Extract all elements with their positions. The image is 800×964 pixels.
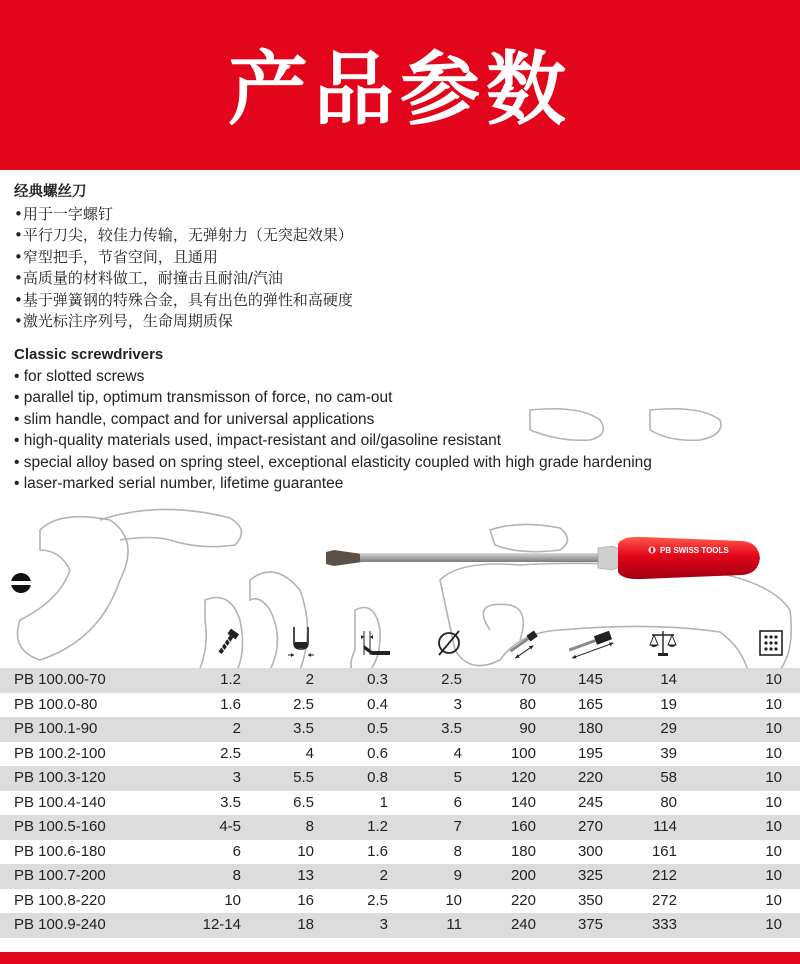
cell-blade-thickness: 2.5: [367, 891, 388, 909]
cell-blade-width: 4: [305, 744, 314, 762]
pack-quantity-icon: [758, 625, 784, 661]
spec-table: [0, 668, 800, 938]
header-banner: [0, 0, 800, 170]
blade-thickness-icon: [358, 625, 392, 661]
description-cn-item: •高质量的材料做工，耐撞击且耐油/汽油: [14, 269, 283, 287]
cell-screw-size: 2: [232, 720, 241, 737]
table-row: [0, 693, 800, 718]
blade-length-icon: [506, 625, 540, 661]
table-row: [0, 889, 800, 914]
cell-model: PB 100.0-80: [14, 695, 98, 713]
cell-model: PB 100.3-120: [14, 769, 106, 786]
cell-diameter: 7: [453, 818, 462, 835]
cell-total-length: 145: [577, 671, 603, 688]
description-en: [14, 344, 652, 495]
diameter-icon: [434, 625, 464, 661]
cell-pack-quantity: 10: [765, 769, 782, 786]
cell-weight: 161: [651, 842, 677, 860]
page-title: 产品参数: [228, 42, 572, 136]
description-cn-heading: 经典螺丝刀: [14, 184, 87, 200]
cell-total-length: 350: [577, 891, 603, 909]
cell-blade-width: 16: [297, 891, 314, 909]
cell-screw-size: 3: [232, 769, 241, 786]
table-row: [0, 742, 800, 767]
table-row: [0, 864, 800, 889]
cell-weight: 333: [651, 916, 677, 933]
description-cn-item: •基于弹簧钢的特殊合金，具有出色的弹性和高硬度: [14, 290, 353, 309]
cell-weight: 39: [660, 744, 677, 762]
cell-screw-size: 10: [224, 891, 241, 909]
table-row: [0, 717, 800, 742]
cell-blade-length: 160: [510, 818, 536, 835]
cell-blade-length: 100: [510, 744, 536, 762]
cell-blade-thickness: 1.2: [367, 818, 388, 835]
description-cn-item: •用于一字螺钉: [14, 204, 113, 223]
cell-model: PB 100.8-220: [14, 891, 106, 909]
cell-total-length: 180: [577, 720, 603, 737]
cell-screw-size: 6: [232, 842, 241, 860]
cell-blade-thickness: 1: [379, 793, 388, 811]
cell-diameter: 4: [453, 744, 462, 762]
cell-total-length: 220: [577, 769, 603, 786]
table-row: [0, 668, 800, 693]
cell-model: PB 100.9-240: [14, 916, 106, 933]
cell-blade-width: 3.5: [293, 720, 314, 737]
cell-blade-thickness: 0.3: [367, 671, 388, 688]
cell-pack-quantity: 10: [765, 842, 782, 860]
cell-pack-quantity: 10: [765, 867, 782, 884]
cell-diameter: 9: [453, 867, 462, 884]
cell-weight: 19: [660, 695, 677, 713]
cell-model: PB 100.00-70: [14, 671, 106, 688]
cell-blade-thickness: 2: [379, 867, 388, 884]
cell-total-length: 270: [577, 818, 603, 835]
cell-blade-thickness: 0.5: [367, 720, 388, 737]
description-en-item: • parallel tip, optimum transmisson of force, no cam-out: [14, 389, 393, 406]
cell-screw-size: 1.2: [220, 671, 241, 688]
cell-blade-width: 5.5: [293, 769, 314, 786]
description-en-item: • special alloy based on spring steel, exceptional elasticity coupled with high grade hardening: [14, 453, 652, 471]
cell-weight: 80: [660, 793, 677, 811]
cell-pack-quantity: 10: [765, 744, 782, 762]
cell-total-length: 375: [577, 916, 603, 933]
cell-blade-width: 10: [297, 842, 314, 860]
cell-blade-length: 80: [519, 695, 536, 713]
cell-pack-quantity: 10: [765, 671, 782, 688]
cell-weight: 29: [660, 720, 677, 737]
cell-pack-quantity: 10: [765, 818, 782, 835]
cell-diameter: 3.5: [441, 720, 462, 737]
cell-blade-length: 90: [519, 720, 536, 737]
cell-diameter: 6: [453, 793, 462, 811]
cell-model: PB 100.5-160: [14, 818, 106, 835]
cell-model: PB 100.4-140: [14, 793, 106, 811]
description-cn-item: •激光标注序列号，生命周期质保: [14, 312, 233, 330]
cell-total-length: 300: [577, 842, 603, 860]
screwdriver-image: [322, 532, 762, 588]
cell-weight: 272: [651, 891, 677, 909]
cell-blade-thickness: 3: [379, 916, 388, 933]
table-row: [0, 766, 800, 791]
cell-blade-length: 220: [510, 891, 536, 909]
cell-blade-width: 2: [305, 671, 314, 688]
cell-pack-quantity: 10: [765, 793, 782, 811]
cell-weight: 212: [651, 867, 677, 884]
cell-diameter: 3: [453, 695, 462, 713]
cell-blade-thickness: 0.8: [367, 769, 388, 786]
cell-pack-quantity: 10: [765, 916, 782, 933]
cell-diameter: 11: [446, 916, 462, 933]
footer-bar: [0, 952, 800, 964]
cell-blade-width: 8: [305, 818, 314, 835]
cell-blade-length: 240: [510, 916, 536, 933]
cell-model: PB 100.7-200: [14, 867, 106, 884]
cell-blade-width: 18: [297, 916, 314, 933]
cell-weight: 14: [660, 671, 677, 688]
description-cn-item: •平行刀尖，较佳力传输，无弹射力（无突起效果）: [14, 226, 353, 244]
description-cn: [14, 182, 353, 333]
cell-model: PB 100.6-180: [14, 842, 106, 860]
cell-blade-length: 70: [519, 671, 536, 688]
cell-blade-length: 180: [510, 842, 536, 860]
screw-size-icon: [212, 625, 242, 661]
description-en-item: • laser-marked serial number, lifetime guarantee: [14, 475, 344, 492]
brand-label: PB SWISS TOOLS: [660, 546, 729, 555]
blade-width-icon: [286, 625, 316, 661]
slotted-tip-icon: [10, 572, 32, 594]
cell-screw-size: 2.5: [220, 744, 241, 762]
cell-screw-size: 4-5: [219, 818, 241, 835]
description-cn-item: •窄型把手，节省空间，且通用: [14, 247, 218, 266]
cell-total-length: 325: [577, 867, 603, 884]
cell-pack-quantity: 10: [765, 891, 782, 909]
cell-total-length: 165: [577, 695, 603, 713]
table-row: [0, 791, 800, 816]
weight-icon: [648, 625, 678, 661]
cell-weight: 114: [653, 818, 677, 835]
cell-screw-size: 3.5: [220, 793, 241, 811]
cell-blade-length: 120: [510, 769, 536, 786]
description-en-item: • high-quality materials used, impact-resistant and oil/gasoline resistant: [14, 432, 502, 449]
cell-blade-length: 200: [510, 867, 536, 884]
cell-model: PB 100.1-90: [14, 720, 98, 737]
cell-weight: 58: [660, 769, 677, 786]
table-row: [0, 815, 800, 840]
table-row: [0, 840, 800, 865]
cell-diameter: 2.5: [441, 671, 462, 688]
cell-blade-thickness: 1.6: [367, 842, 388, 860]
cell-screw-size: 1.6: [220, 695, 241, 713]
cell-total-length: 195: [577, 744, 603, 762]
total-length-icon: [564, 625, 616, 661]
table-row: [0, 913, 800, 938]
cell-blade-width: 2.5: [293, 695, 314, 713]
cell-model: PB 100.2-100: [14, 744, 106, 762]
cell-diameter: 5: [453, 769, 462, 786]
description-en-item: • slim handle, compact and for universal applications: [14, 410, 375, 428]
cell-blade-thickness: 0.4: [367, 695, 388, 713]
cell-blade-length: 140: [510, 793, 536, 811]
description-en-heading: Classic screwdrivers: [14, 346, 164, 363]
cell-diameter: 10: [445, 891, 462, 909]
cell-diameter: 8: [453, 842, 462, 860]
cell-blade-width: 6.5: [293, 793, 314, 811]
cell-pack-quantity: 10: [765, 720, 782, 737]
cell-screw-size: 12-14: [202, 916, 241, 933]
cell-pack-quantity: 10: [765, 695, 782, 713]
cell-total-length: 245: [577, 793, 603, 811]
cell-blade-thickness: 0.6: [367, 744, 388, 762]
cell-screw-size: 8: [232, 867, 241, 884]
cell-blade-width: 13: [297, 867, 314, 884]
description-en-item: • for slotted screws: [14, 367, 145, 385]
